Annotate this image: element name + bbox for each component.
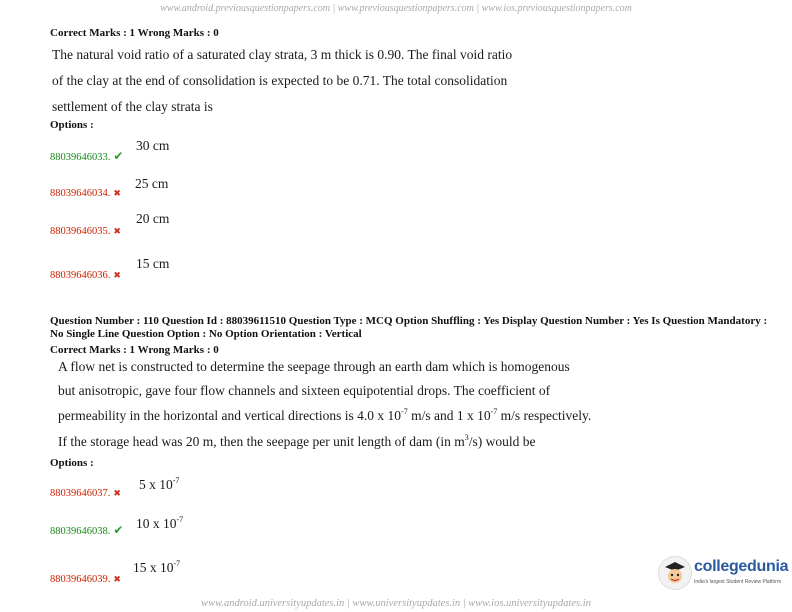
q2-meta: Question Number : 110 Question Id : 88039611510 Question Type : MCQ Option Shuffling : Yes Display Question Number : Yes Is Question Mandatory : No Single Line Question Option : No Option Orientation : Vertical xyxy=(50,315,768,340)
q1-option-1[interactable] xyxy=(50,147,123,165)
cross-icon: ✖ xyxy=(113,188,121,198)
option-base: 5 x 10 xyxy=(139,477,173,492)
check-icon: ✔ xyxy=(113,523,124,537)
q2-line-3-part-a: permeability in the horizontal and vertical directions is 4.0 x 10 xyxy=(58,408,402,423)
q1-marks: Correct Marks : 1 Wrong Marks : 0 xyxy=(50,27,219,39)
q2-line-1: A flow net is constructed to determine the seepage through an earth dam which is homogenous xyxy=(58,359,570,374)
q1-option-3[interactable] xyxy=(50,221,121,239)
option-id: 88039646037. xyxy=(50,488,111,499)
option-id: 88039646036. xyxy=(50,270,111,281)
q2-line-4-part-a: If the storage head was 20 m, then the seepage per unit length of dam (in m xyxy=(58,434,465,449)
q1-option-1-text: 30 cm xyxy=(136,138,170,153)
q2-line-4-exp: 3 xyxy=(464,433,469,442)
q1-line-3: settlement of the clay strata is xyxy=(52,99,213,114)
q1-option-3-text: 20 cm xyxy=(136,211,170,226)
q2-line-3-part-e: m/s respectively. xyxy=(497,408,592,423)
q1-option-4-text: 15 cm xyxy=(136,256,170,271)
watermark-top: www.android.previousquestionpapers.com | www.previousquestionpapers.com | www.ios.previousquestionpapers.com xyxy=(160,3,632,14)
option-exp: -7 xyxy=(176,515,184,524)
q2-option-3[interactable] xyxy=(50,569,121,587)
mascot-icon xyxy=(658,556,692,590)
q1-line-1: The natural void ratio of a saturated clay strata, 3 m thick is 0.90. The final void ratio xyxy=(52,47,513,62)
collegedunia-logo xyxy=(656,552,789,594)
q2-option-1-text xyxy=(139,477,179,493)
logo-tagline: India's largest Student Review Platform xyxy=(694,579,782,585)
option-base: 15 x 10 xyxy=(133,560,174,575)
q2-line-3-exp-1: -7 xyxy=(401,407,408,416)
cross-icon: ✖ xyxy=(113,226,121,236)
q2-line-3-exp-2: -7 xyxy=(490,407,498,416)
option-exp: -7 xyxy=(173,559,181,568)
q2-option-1[interactable] xyxy=(50,483,121,501)
option-id: 88039646033. xyxy=(50,152,111,163)
q2-line-3-part-c: m/s and 1 x 10 xyxy=(407,408,491,423)
q1-options-label: Options : xyxy=(50,119,94,131)
option-id: 88039646034. xyxy=(50,188,111,199)
q2-option-2-text xyxy=(136,516,183,532)
q2-line-4-part-c: /s) would be xyxy=(468,434,536,449)
q2-options-label: Options : xyxy=(50,457,94,469)
cross-icon: ✖ xyxy=(113,488,121,498)
option-id: 88039646038. xyxy=(50,526,111,537)
option-base: 10 x 10 xyxy=(136,516,177,531)
q2-line-3 xyxy=(58,408,591,424)
q2-option-2[interactable] xyxy=(50,521,123,539)
q2-line-4 xyxy=(58,434,536,450)
q2-marks: Correct Marks : 1 Wrong Marks : 0 xyxy=(50,344,219,356)
q1-line-2: of the clay at the end of consolidation is expected to be 0.71. The total consolidation xyxy=(52,73,508,88)
q1-option-2-text: 25 cm xyxy=(135,176,169,191)
option-id: 88039646035. xyxy=(50,226,111,237)
q1-option-4[interactable] xyxy=(50,265,121,283)
q1-option-2[interactable] xyxy=(50,183,121,201)
q2-line-2: but anisotropic, gave four flow channels and sixteen equipotential drops. The coefficient of xyxy=(58,383,551,398)
watermark-bottom: www.android.universityupdates.in | www.universityupdates.in | www.ios.universityupdates.in xyxy=(201,598,591,609)
check-icon: ✔ xyxy=(113,149,124,163)
cross-icon: ✖ xyxy=(113,574,121,584)
logo-name: collegedunia xyxy=(694,558,789,575)
q2-option-3-text xyxy=(133,560,180,576)
cross-icon: ✖ xyxy=(113,270,121,280)
option-id: 88039646039. xyxy=(50,574,111,585)
option-exp: -7 xyxy=(172,476,180,485)
